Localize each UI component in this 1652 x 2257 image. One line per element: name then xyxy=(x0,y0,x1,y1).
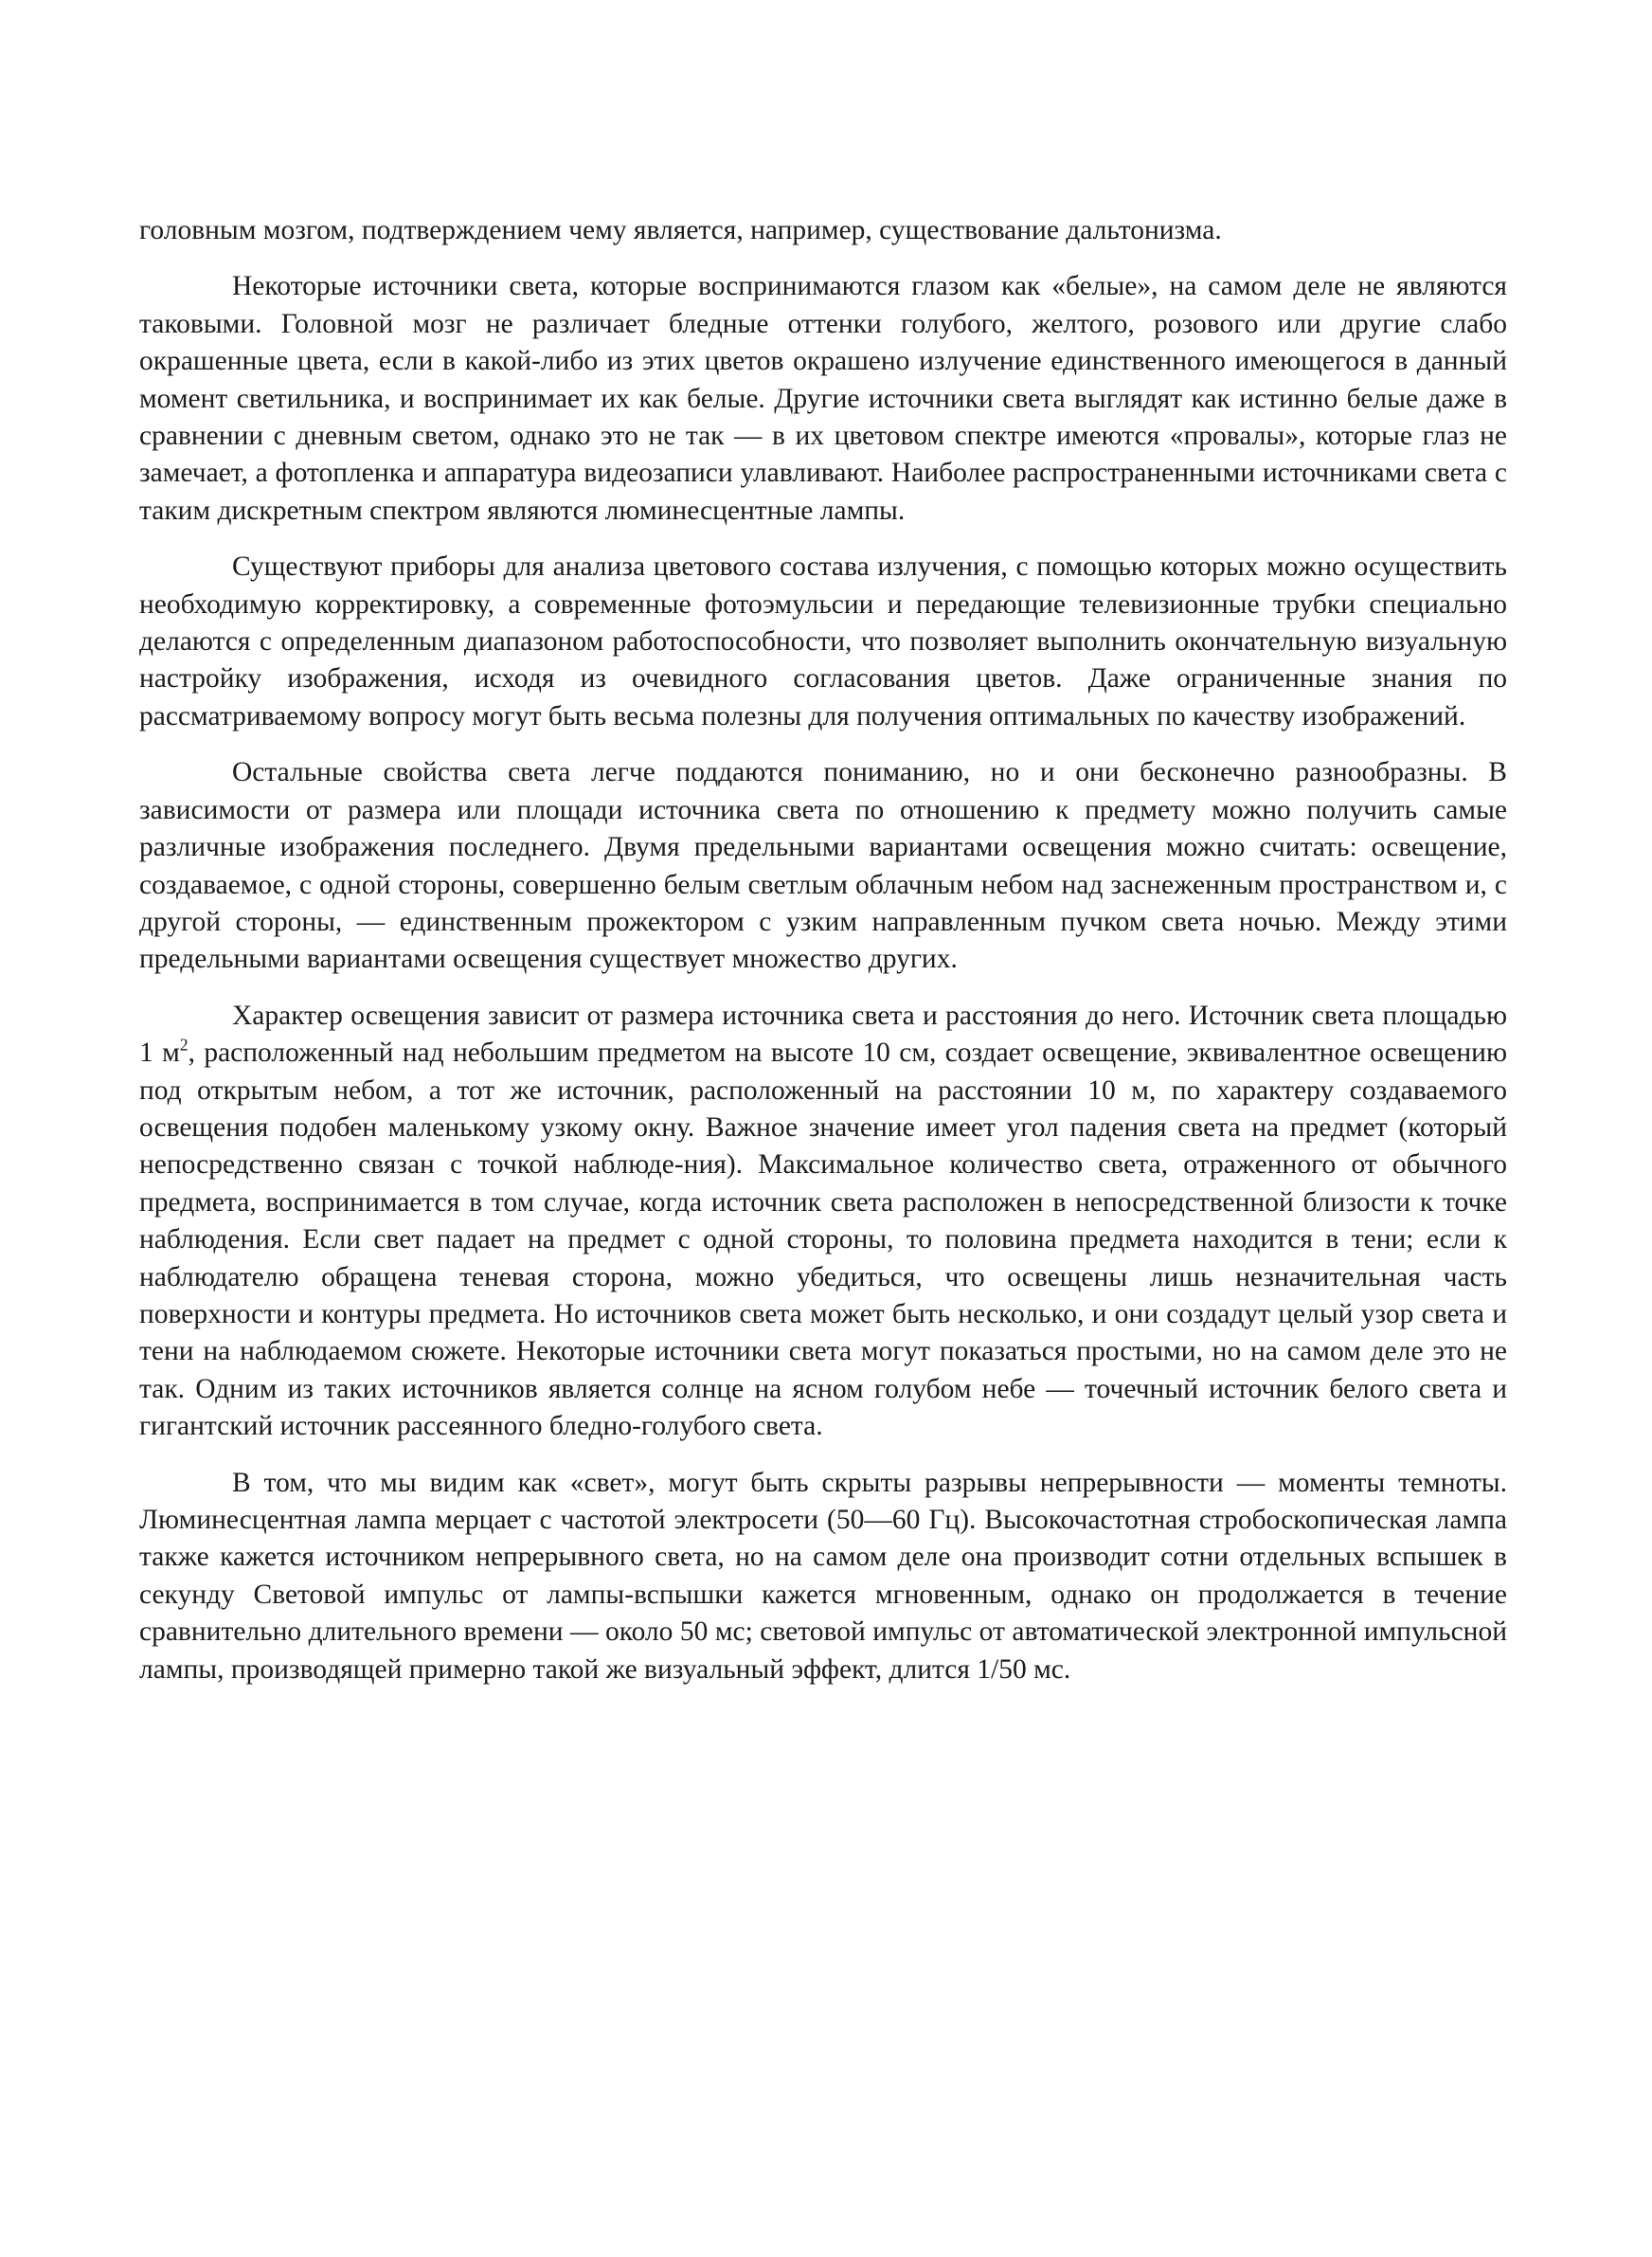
paragraph-5-text-b: , расположенный над небольшим предметом на высоте 10 см, создает освещение, эквивалентное освещению под открытым небом, а тот же источник, расположенный на расстоянии 10 м, по характеру создаваемого освещения подобен маленькому узкому окну. Важное значение имеет угол падения света на предмет (который непосредственно связан с точкой наблюде-ния). Максимальное количество света, отраженного от обычного предмета, воспринимается в том случае, когда источник света расположен в непосредственной близости к точке наблюдения. Если свет падает на предмет с одной стороны, то половина предмета находится в тени; если к наблюдателю обращена теневая сторона, можно убедиться, что освещены лишь незначительная часть поверхности и контуры предмета. Но источников света может быть несколько, и они создадут целый узор света и тени на наблюдаемом сюжете. Некоторые источники света могут показаться простыми, но на самом деле это не так. Одним из таких источников является солнце на ясном голубом небе — точечный источник белого света и гигантский источник рассеянного бледно-голубого света. xyxy=(139,1038,1507,1442)
paragraph-4: Остальные свойства света легче поддаются пониманию, но и они бесконечно разнообразны. В зависимости от размера или площади источника света по отношению к предмету можно получить самые различные изображения последнего. Двумя предельными вариантами освещения можно считать: освещение, создаваемое, с одной стороны, совершенно белым светлым облачным небом над заснеженным пространством и, с другой стороны, — единственным прожектором с узким направленным пучком света ночью. Между этими предельными вариантами освещения существует множество других. xyxy=(139,757,1507,975)
paragraph-1: головным мозгом, подтверждением чему является, например, существование дальтонизма. xyxy=(139,215,1222,245)
document-body xyxy=(139,212,1507,1707)
paragraph-5-text-a: Характер освещения зависит от размера источника света и расстояния до него. Источник света площадью 1 м xyxy=(139,1000,1507,1069)
superscript-2: 2 xyxy=(179,1035,189,1055)
paragraph-3: Существуют приборы для анализа цветового состава излучения, с помощью которых можно осуществить необходимую корректировку, а современные фотоэмульсии и передающие телевизионные трубки специально делаются с определенным диапазоном работоспособности, что позволяет выполнить окончательную визуальную настройку изображения, исходя из очевидного согласования цветов. Даже ограниченные знания по рассматриваемому вопросу могут быть весьма полезны для получения оптимальных по качеству изображений. xyxy=(139,551,1507,731)
paragraph-5 xyxy=(139,998,1507,1446)
paragraph-6: В том, что мы видим как «свет», могут быть скрыты разрывы непрерывности — моменты темноты. Люминесцентная лампа мерцает с частотой электросети (50—60 Гц). Высокочастотная стробоскопическая лампа также кажется источником непрерывного света, но на самом деле она производит сотни отдельных вспышек в секунду Световой импульс от лампы-вспышки кажется мгновенным, однако он продолжается в течение сравнительно длительного времени — около 50 мс; световой импульс от автоматической электронной импульсной лампы, производящей примерно такой же визуальный эффект, длится 1/50 мс. xyxy=(139,1467,1507,1685)
paragraph-2: Некоторые источники света, которые воспринимаются глазом как «белые», на самом деле не являются таковыми. Головной мозг не различает бледные оттенки голубого, желтого, розового или другие слабо окрашенные цвета, если в какой-либо из этих цветов окрашено излучение единственного имеющегося в данный момент светильника, и воспринимает их как белые. Другие источники света выглядят как истинно белые даже в сравнении с дневным светом, однако это не так — в их цветовом спектре имеются «провалы», которые глаз не замечает, а фотопленка и аппаратура видеозаписи улавливают. Наиболее распространенными источниками света с таким дискретным спектром являются люминесцентные лампы. xyxy=(139,271,1507,526)
